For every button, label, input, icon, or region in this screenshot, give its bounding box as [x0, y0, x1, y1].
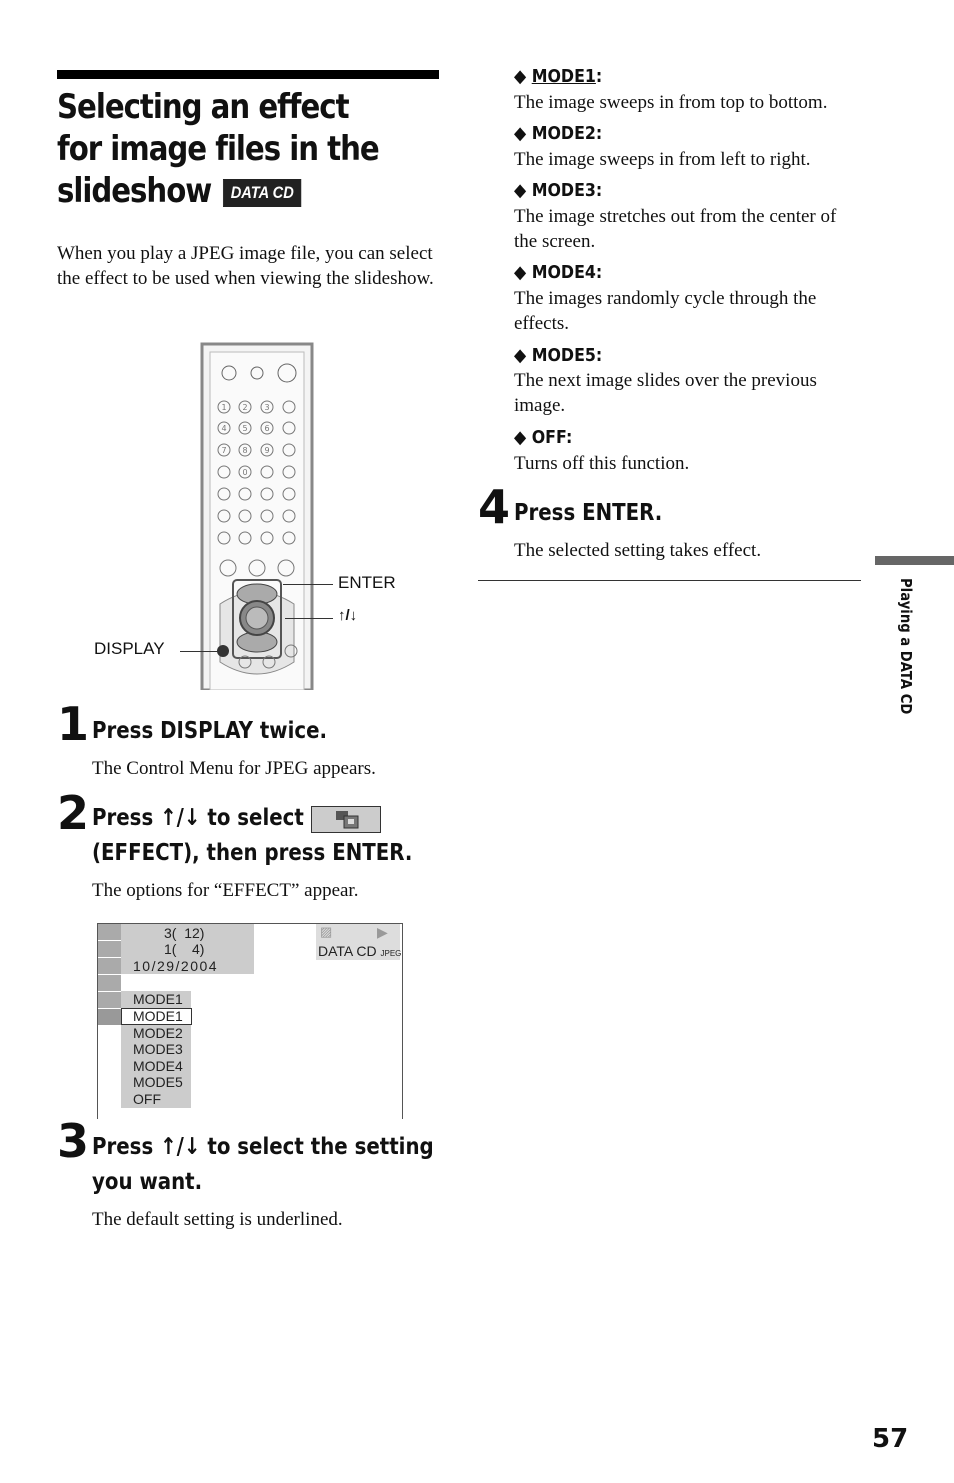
enter-label: ENTER	[338, 573, 396, 592]
osd-option[interactable]: MODE4	[133, 1058, 183, 1074]
option-mode3-label: MODE3	[531, 180, 596, 201]
option-mode5-heading: ◆ MODE5:	[514, 345, 603, 366]
option-off-heading: ◆ OFF:	[514, 427, 573, 448]
option-mode5-body: The next image slides over the previous image.	[514, 370, 817, 416]
option-mode2-label: MODE2	[531, 123, 596, 144]
effect-icon	[311, 806, 381, 833]
svg-text:2: 2	[242, 403, 248, 412]
osd-media-text: DATA CD	[318, 943, 377, 959]
step-1-body: The Control Menu for JPEG appears.	[92, 758, 376, 779]
remote-illustration	[200, 342, 314, 690]
svg-text:8: 8	[242, 446, 248, 455]
osd-option[interactable]: OFF	[133, 1091, 161, 1107]
step-3-heading-b: you want.	[92, 1169, 203, 1195]
step-1-heading: Press DISPLAY twice.	[92, 718, 328, 744]
step-2-heading-text: Press ↑/↓ to select	[92, 805, 304, 831]
page-number: 57	[872, 1424, 909, 1454]
arrows-leader	[285, 618, 333, 619]
option-mode2-body: The image sweeps in from left to right.	[514, 149, 811, 170]
svg-text:7: 7	[221, 446, 227, 455]
intro-text: When you play a JPEG image file, you can select the effect to be used when viewing the slideshow.	[57, 243, 434, 289]
osd-current: MODE1	[133, 991, 183, 1007]
step-3-number: 3	[57, 1114, 90, 1168]
page-title	[57, 86, 401, 212]
option-mode2-heading: ◆ MODE2:	[514, 123, 603, 144]
osd-side-block	[98, 941, 121, 958]
osd-side-block	[98, 924, 121, 941]
osd-option[interactable]: MODE1	[133, 1008, 183, 1024]
svg-text:9: 9	[264, 446, 270, 455]
side-tab-label: Playing a DATA CD	[897, 578, 915, 715]
step-2-number: 2	[57, 786, 90, 840]
step-4-heading: Press ENTER.	[514, 500, 663, 526]
step-3-heading-a: Press ↑/↓ to select the setting	[92, 1134, 434, 1160]
svg-text:0: 0	[242, 468, 248, 477]
option-mode1-body: The image sweeps in from top to bottom.	[514, 92, 828, 113]
osd-option[interactable]: MODE2	[133, 1025, 183, 1041]
remote-drawing	[200, 342, 314, 690]
arrows-label: ↑/↓	[338, 607, 358, 624]
osd-option[interactable]: MODE5	[133, 1074, 183, 1090]
osd-side-block	[98, 958, 121, 975]
option-mode4-body: The images randomly cycle through the effects.	[514, 288, 817, 334]
data-cd-badge: DATA CD	[224, 180, 301, 206]
title-rule	[57, 70, 439, 79]
osd-media	[318, 943, 401, 963]
side-tab-bar	[875, 556, 954, 565]
svg-text:3: 3	[264, 403, 270, 412]
osd-option[interactable]: MODE3	[133, 1041, 183, 1057]
osd-side-block	[98, 992, 121, 1009]
svg-text:5: 5	[242, 424, 248, 433]
svg-text:4: 4	[221, 424, 227, 433]
option-mode1-heading: ◆ MODE1:	[514, 66, 603, 87]
svg-text:6: 6	[264, 424, 270, 433]
osd-line2: 1( 4)	[164, 941, 205, 957]
osd-side-block	[98, 975, 121, 992]
effect-glyph	[312, 807, 380, 832]
osd-play-icon: ▶	[377, 924, 388, 940]
enter-leader	[283, 584, 333, 585]
page-title-text: Selecting an effect for image files in the slideshow	[57, 87, 379, 211]
step-4-number: 4	[478, 480, 511, 534]
step-2-heading-a	[92, 801, 304, 836]
option-mode3-heading: ◆ MODE3:	[514, 180, 603, 201]
option-mode4-heading: ◆ MODE4:	[514, 262, 603, 283]
effect-osd	[97, 923, 403, 1119]
option-off-label: OFF	[531, 427, 566, 448]
option-mode3-body: The image stretches out from the center of the screen.	[514, 206, 837, 252]
svg-text:1: 1	[221, 403, 227, 412]
step-1-number: 1	[57, 697, 90, 751]
step-2-heading-b: (EFFECT), then press ENTER.	[92, 840, 413, 866]
osd-line1: 3( 12)	[164, 925, 205, 941]
step-2-body: The options for “EFFECT” appear.	[92, 880, 359, 901]
osd-effect-icon: ▨	[320, 924, 333, 939]
osd-media-sub: JPEG	[380, 949, 402, 958]
section-end-rule	[478, 580, 861, 581]
display-label: DISPLAY	[94, 639, 165, 658]
step-3-body: The default setting is underlined.	[92, 1209, 343, 1230]
osd-date: 10/29/2004	[133, 958, 219, 974]
display-leader	[180, 651, 220, 652]
option-mode5-label: MODE5	[531, 345, 596, 366]
option-off-body: Turns off this function.	[514, 453, 690, 474]
osd-side-block-selected	[98, 1009, 121, 1026]
option-mode1-label: MODE1	[531, 66, 596, 87]
option-mode4-label: MODE4	[531, 262, 596, 283]
step-4-body: The selected setting takes effect.	[514, 540, 762, 561]
